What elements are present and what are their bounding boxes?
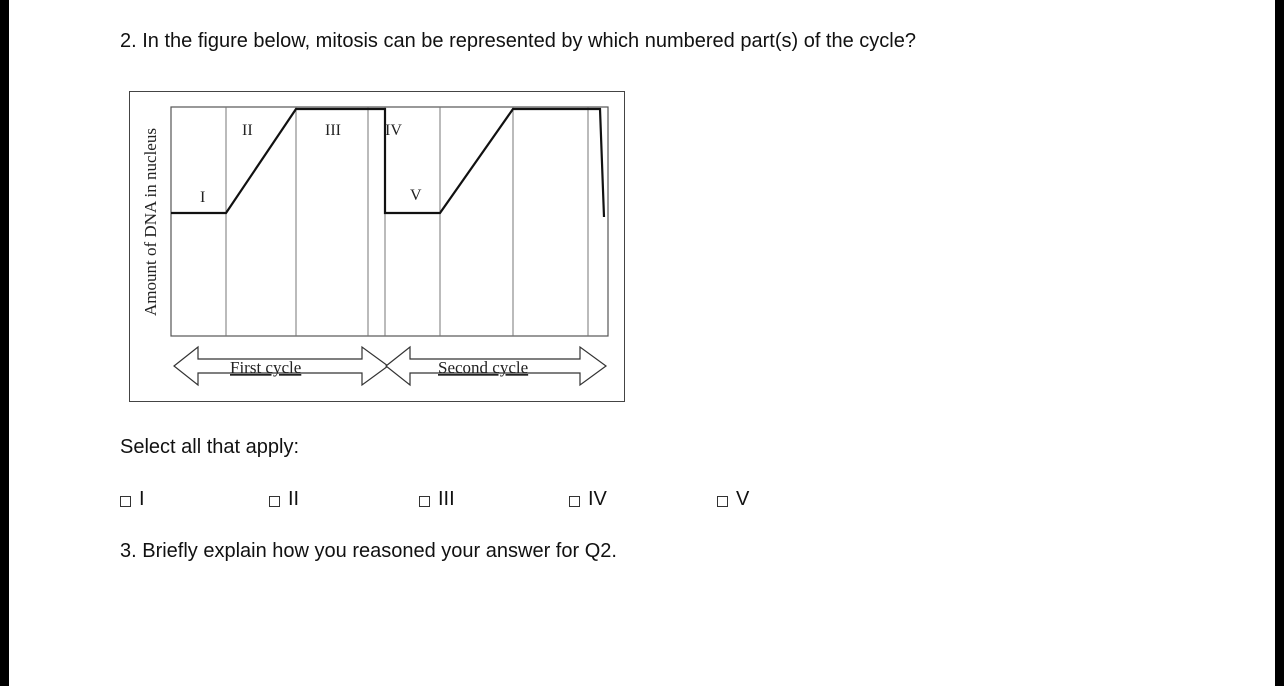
phase-label-iii: III xyxy=(325,122,341,139)
option-label: V xyxy=(736,488,750,510)
checkbox-icon[interactable] xyxy=(717,496,728,507)
phase-dividers xyxy=(226,107,588,336)
phase-label-ii: II xyxy=(242,122,253,139)
first-cycle-label: First cycle xyxy=(230,358,302,377)
plot-frame xyxy=(171,107,608,336)
option-v[interactable] xyxy=(717,488,749,511)
checkbox-icon[interactable] xyxy=(419,496,430,507)
option-label: III xyxy=(438,488,455,510)
question-3: 3. Briefly explain how you reasoned your answer for Q2. xyxy=(120,540,617,562)
checkbox-icon[interactable] xyxy=(569,496,580,507)
option-iv[interactable] xyxy=(569,488,607,511)
dna-cell-cycle-figure xyxy=(129,91,625,402)
option-label: II xyxy=(288,488,300,510)
option-ii[interactable] xyxy=(269,488,299,511)
checkbox-icon[interactable] xyxy=(120,496,131,507)
phase-label-v: V xyxy=(410,187,422,204)
option-label: IV xyxy=(588,488,607,510)
instruction-text: Select all that apply: xyxy=(120,436,299,458)
dna-graph xyxy=(130,92,626,403)
second-cycle-label: Second cycle xyxy=(438,358,529,377)
worksheet-page xyxy=(9,0,1275,686)
question-2: 2. In the figure below, mitosis can be represented by which numbered part(s) of the cycle? xyxy=(120,30,916,52)
phase-label-iv: IV xyxy=(385,122,402,139)
option-label: I xyxy=(139,488,145,510)
option-i[interactable] xyxy=(120,488,145,511)
checkbox-icon[interactable] xyxy=(269,496,280,507)
option-iii[interactable] xyxy=(419,488,455,511)
y-axis-label: Amount of DNA in nucleus xyxy=(141,128,160,316)
phase-label-i: I xyxy=(200,189,206,206)
